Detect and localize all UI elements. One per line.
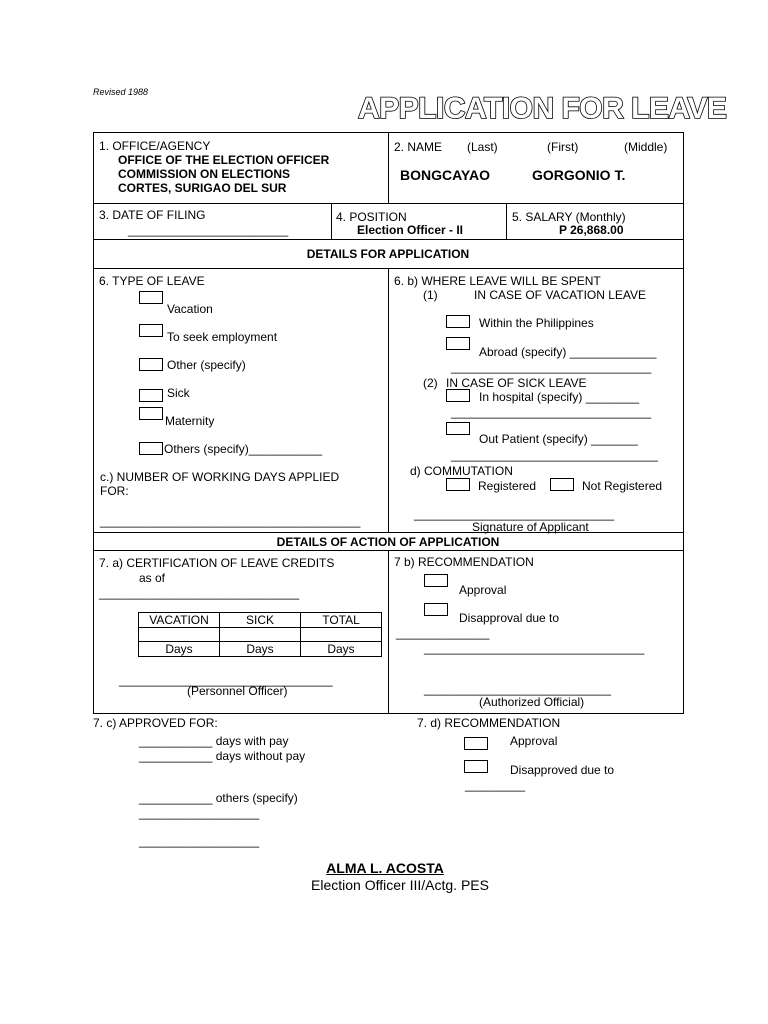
sick-case-number: (2) — [423, 376, 438, 390]
divider — [93, 239, 684, 240]
sick-option: Sick — [167, 386, 190, 400]
sick-case-label: IN CASE OF SICK LEAVE — [446, 376, 587, 390]
last-name-label: (Last) — [467, 140, 498, 154]
vacation-checkbox[interactable] — [139, 291, 163, 304]
within-philippines-checkbox[interactable] — [446, 315, 470, 328]
signature-of-applicant-label: Signature of Applicant — [472, 520, 589, 534]
disapproval-option: Disapproval due to — [459, 611, 560, 625]
details-heading: DETAILS FOR APPLICATION — [306, 247, 470, 261]
out-patient-checkbox[interactable] — [446, 422, 470, 435]
abroad-option: Abroad (specify) _____________ — [479, 345, 657, 359]
total-credit-cell[interactable] — [301, 628, 382, 642]
date-of-filing-label: 3. DATE OF FILING — [99, 208, 206, 222]
disapproval-blank-1[interactable]: ______________ — [396, 626, 490, 640]
approval-d-option: Approval — [510, 734, 558, 748]
maternity-checkbox[interactable] — [139, 407, 163, 420]
out-patient-blank[interactable]: _______________________________ — [451, 448, 658, 462]
type-of-leave-label: 6. TYPE OF LEAVE — [99, 274, 205, 288]
maternity-option: Maternity — [165, 414, 215, 428]
disapproved-d-blank[interactable]: _________ — [465, 778, 526, 792]
in-hospital-checkbox[interactable] — [446, 389, 470, 402]
personnel-officer-blank[interactable]: ________________________________ — [119, 673, 333, 687]
divider — [93, 532, 684, 533]
first-name-label: (First) — [547, 140, 579, 154]
table-row — [139, 628, 382, 642]
registered-option: Registered — [478, 479, 537, 493]
middle-name-label: (Middle) — [624, 140, 668, 154]
disapproved-d-checkbox[interactable] — [464, 760, 488, 773]
authorized-official-label: (Authorized Official) — [479, 695, 585, 709]
as-of-label: as of — [139, 571, 166, 585]
signatory-name: ALMA L. ACOSTA — [326, 860, 444, 876]
others-checkbox[interactable] — [139, 442, 163, 455]
divider — [388, 132, 389, 203]
salary-label: 5. SALARY (Monthly) — [512, 210, 626, 224]
days-without-pay[interactable]: ___________ days without pay — [139, 749, 306, 763]
office-label: 1. OFFICE/AGENCY — [99, 139, 211, 153]
recommendation-b-label: 7 b) RECOMMENDATION — [394, 555, 534, 569]
approved-for-blank-1[interactable]: __________________ — [139, 806, 260, 820]
working-days-label: c.) NUMBER OF WORKING DAYS APPLIED — [100, 470, 340, 484]
vacation-option: Vacation — [167, 302, 213, 316]
first-name-value: GORGONIO T. — [532, 167, 626, 183]
position-value: Election Officer - II — [357, 223, 464, 237]
date-of-filing-blank[interactable]: ________________________ — [128, 223, 289, 237]
position-label: 4. POSITION — [336, 210, 407, 224]
divider — [506, 203, 507, 239]
not-registered-option: Not Registered — [582, 479, 663, 493]
working-days-blank[interactable]: _______________________________________ — [100, 514, 361, 528]
sick-checkbox[interactable] — [139, 389, 163, 402]
out-patient-option: Out Patient (specify) _______ — [479, 432, 638, 446]
abroad-checkbox[interactable] — [446, 337, 470, 350]
approved-for-blank-2[interactable]: __________________ — [139, 834, 260, 848]
vacation-case-label: IN CASE OF VACATION LEAVE — [474, 288, 647, 302]
name-label: 2. NAME — [394, 140, 443, 154]
seek-employment-option: To seek employment — [167, 330, 278, 344]
office-line-3: CORTES, SURIGAO DEL SUR — [118, 181, 287, 195]
approved-for-label: 7. c) APPROVED FOR: — [93, 716, 218, 730]
in-hospital-option: In hospital (specify) ________ — [479, 390, 640, 404]
office-line-1: OFFICE OF THE ELECTION OFFICER — [118, 153, 330, 167]
approval-checkbox[interactable] — [424, 574, 448, 587]
column-vacation: VACATION — [139, 613, 220, 628]
vacation-credit-cell[interactable] — [139, 628, 220, 642]
other-option: Other (specify) — [167, 358, 246, 372]
seek-employment-checkbox[interactable] — [139, 324, 163, 337]
salary-value: P 26,868.00 — [559, 223, 624, 237]
column-total: TOTAL — [301, 613, 382, 628]
as-of-blank[interactable]: ______________________________ — [99, 586, 300, 600]
leave-credits-table — [138, 612, 382, 657]
disapproved-d-option: Disapproved due to — [510, 763, 615, 777]
within-philippines-option: Within the Philippines — [479, 316, 594, 330]
vacation-unit: Days — [139, 642, 220, 657]
divider — [388, 268, 389, 532]
authorized-official-blank[interactable]: ____________________________ — [424, 682, 611, 696]
revised-note: Revised 1988 — [93, 87, 149, 97]
certification-label: 7. a) CERTIFICATION OF LEAVE CREDITS — [99, 556, 335, 570]
divider — [388, 550, 389, 714]
signatory-title: Election Officer III/Actg. PES — [311, 877, 489, 893]
disapproval-checkbox[interactable] — [424, 603, 448, 616]
table-header-row — [139, 613, 382, 628]
column-sick: SICK — [220, 613, 301, 628]
disapproval-blank-2[interactable]: _________________________________ — [424, 641, 645, 655]
vacation-case-number: (1) — [423, 288, 438, 302]
working-days-label-for: FOR: — [100, 484, 129, 498]
registered-checkbox[interactable] — [446, 478, 470, 491]
divider — [331, 203, 332, 239]
form-title: APPLICATION FOR LEAVE — [358, 92, 727, 125]
recommendation-d-label: 7. d) RECOMMENDATION — [417, 716, 561, 730]
last-name-value: BONGCAYAO — [400, 167, 490, 183]
signature-blank[interactable]: ______________________________ — [414, 507, 615, 521]
approval-d-checkbox[interactable] — [464, 737, 488, 750]
other-checkbox[interactable] — [139, 358, 163, 371]
others-specify[interactable]: ___________ others (specify) — [139, 791, 298, 805]
days-with-pay[interactable]: ___________ days with pay — [139, 734, 289, 748]
others-option: Others (specify)___________ — [164, 442, 323, 456]
table-units-row — [139, 642, 382, 657]
personnel-officer-label: (Personnel Officer) — [187, 684, 288, 698]
approval-option: Approval — [459, 583, 507, 597]
sick-unit: Days — [220, 642, 301, 657]
where-spent-label: 6. b) WHERE LEAVE WILL BE SPENT — [394, 274, 601, 288]
sick-credit-cell[interactable] — [220, 628, 301, 642]
not-registered-checkbox[interactable] — [550, 478, 574, 491]
divider — [93, 203, 684, 204]
action-heading: DETAILS OF ACTION OF APPLICATION — [276, 535, 500, 549]
abroad-blank[interactable]: ______________________________ — [451, 360, 652, 374]
office-line-2: COMMISSION ON ELECTIONS — [118, 167, 291, 181]
in-hospital-blank[interactable]: ______________________________ — [451, 405, 652, 419]
total-unit: Days — [301, 642, 382, 657]
commutation-label: d) COMMUTATION — [410, 464, 513, 478]
